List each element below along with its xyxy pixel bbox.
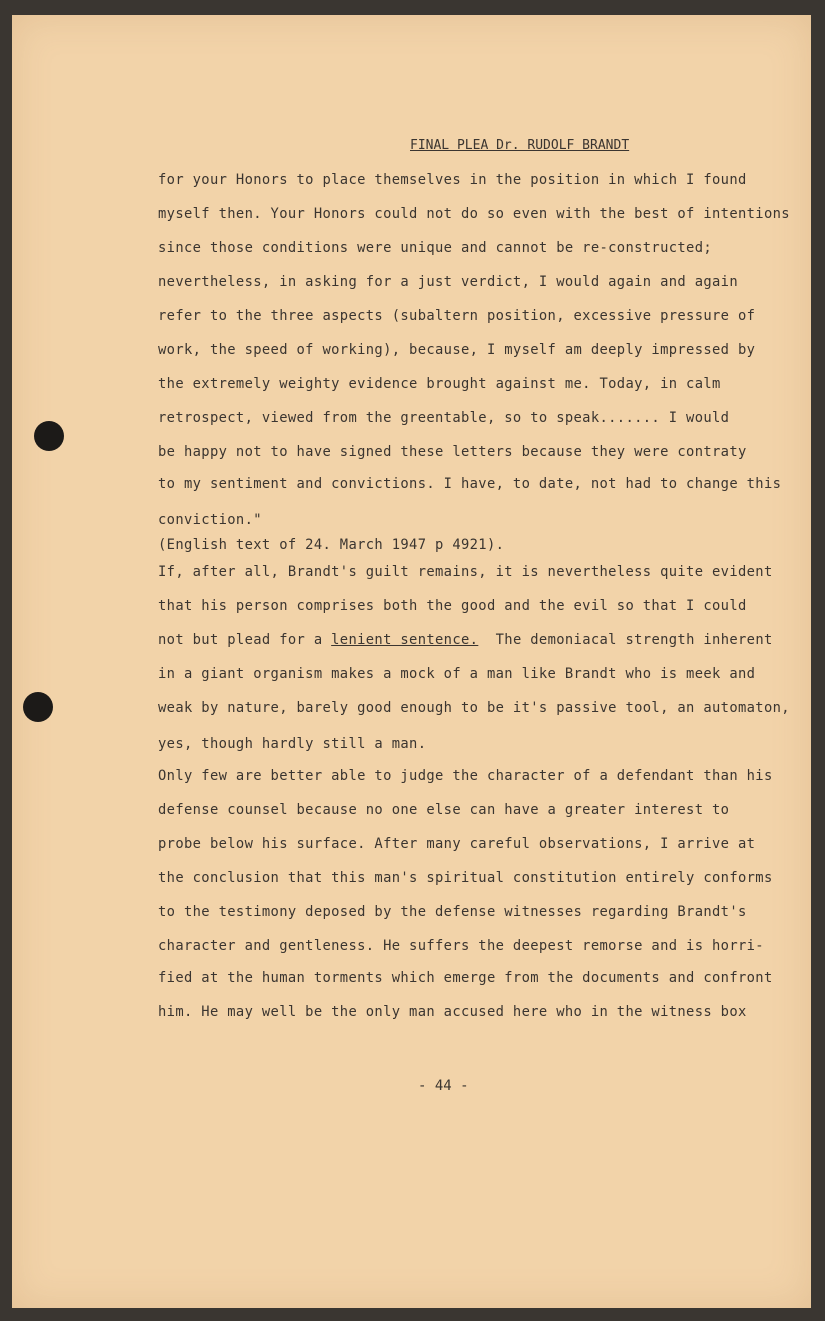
text-line: yes, though hardly still a man. xyxy=(158,736,427,752)
text-line: him. He may well be the only man accused here who in the witness box xyxy=(158,1004,747,1020)
text-line: be happy not to have signed these letters because they were contraty xyxy=(158,444,747,460)
text-line: nevertheless, in asking for a just verdict, I would again and again xyxy=(158,274,738,290)
text-line: defense counsel because no one else can have a greater interest to xyxy=(158,802,730,818)
text-line: the conclusion that this man's spiritual constitution entirely conforms xyxy=(158,870,773,886)
text-line: fied at the human torments which emerge from the documents and confront xyxy=(158,970,773,986)
text-line: work, the speed of working), because, I myself am deeply impressed by xyxy=(158,342,756,358)
plea-prefix: not but plead for a xyxy=(158,632,332,648)
body-text xyxy=(158,0,790,1321)
punch-hole-top xyxy=(34,421,64,451)
plea-emphasis: lenient sentence. xyxy=(331,632,479,648)
punch-hole-bottom xyxy=(23,692,53,722)
page-number: - 44 - xyxy=(418,1078,469,1094)
text-line: (English text of 24. March 1947 p 4921). xyxy=(158,537,505,553)
plea-suffix: The demoniacal strength inherent xyxy=(495,632,773,648)
text-line: weak by nature, barely good enough to be it's passive tool, an automaton, xyxy=(158,700,790,716)
text-line: Only few are better able to judge the character of a defendant than his xyxy=(158,768,773,784)
page-header: FINAL PLEA Dr. RUDOLF BRANDT xyxy=(410,138,630,153)
text-line-plea xyxy=(158,632,773,648)
text-line: to the testimony deposed by the defense witnesses regarding Brandt's xyxy=(158,904,747,920)
text-line: retrospect, viewed from the greentable, so to speak....... I would xyxy=(158,410,730,426)
text-line: that his person comprises both the good and the evil so that I could xyxy=(158,598,747,614)
text-line: in a giant organism makes a mock of a man like Brandt who is meek and xyxy=(158,666,756,682)
text-line: character and gentleness. He suffers the deepest remorse and is horri- xyxy=(158,938,764,954)
text-line: conviction." xyxy=(158,512,262,528)
text-line: myself then. Your Honors could not do so even with the best of intentions xyxy=(158,206,790,222)
text-line: refer to the three aspects (subaltern position, excessive pressure of xyxy=(158,308,756,324)
text-line: for your Honors to place themselves in the position in which I found xyxy=(158,172,747,188)
text-line: the extremely weighty evidence brought against me. Today, in calm xyxy=(158,376,721,392)
text-line: since those conditions were unique and cannot be re-constructed; xyxy=(158,240,713,256)
text-line: probe below his surface. After many careful observations, I arrive at xyxy=(158,836,756,852)
text-line: If, after all, Brandt's guilt remains, it is nevertheless quite evident xyxy=(158,564,773,580)
text-line: to my sentiment and convictions. I have, to date, not had to change this xyxy=(158,476,782,492)
